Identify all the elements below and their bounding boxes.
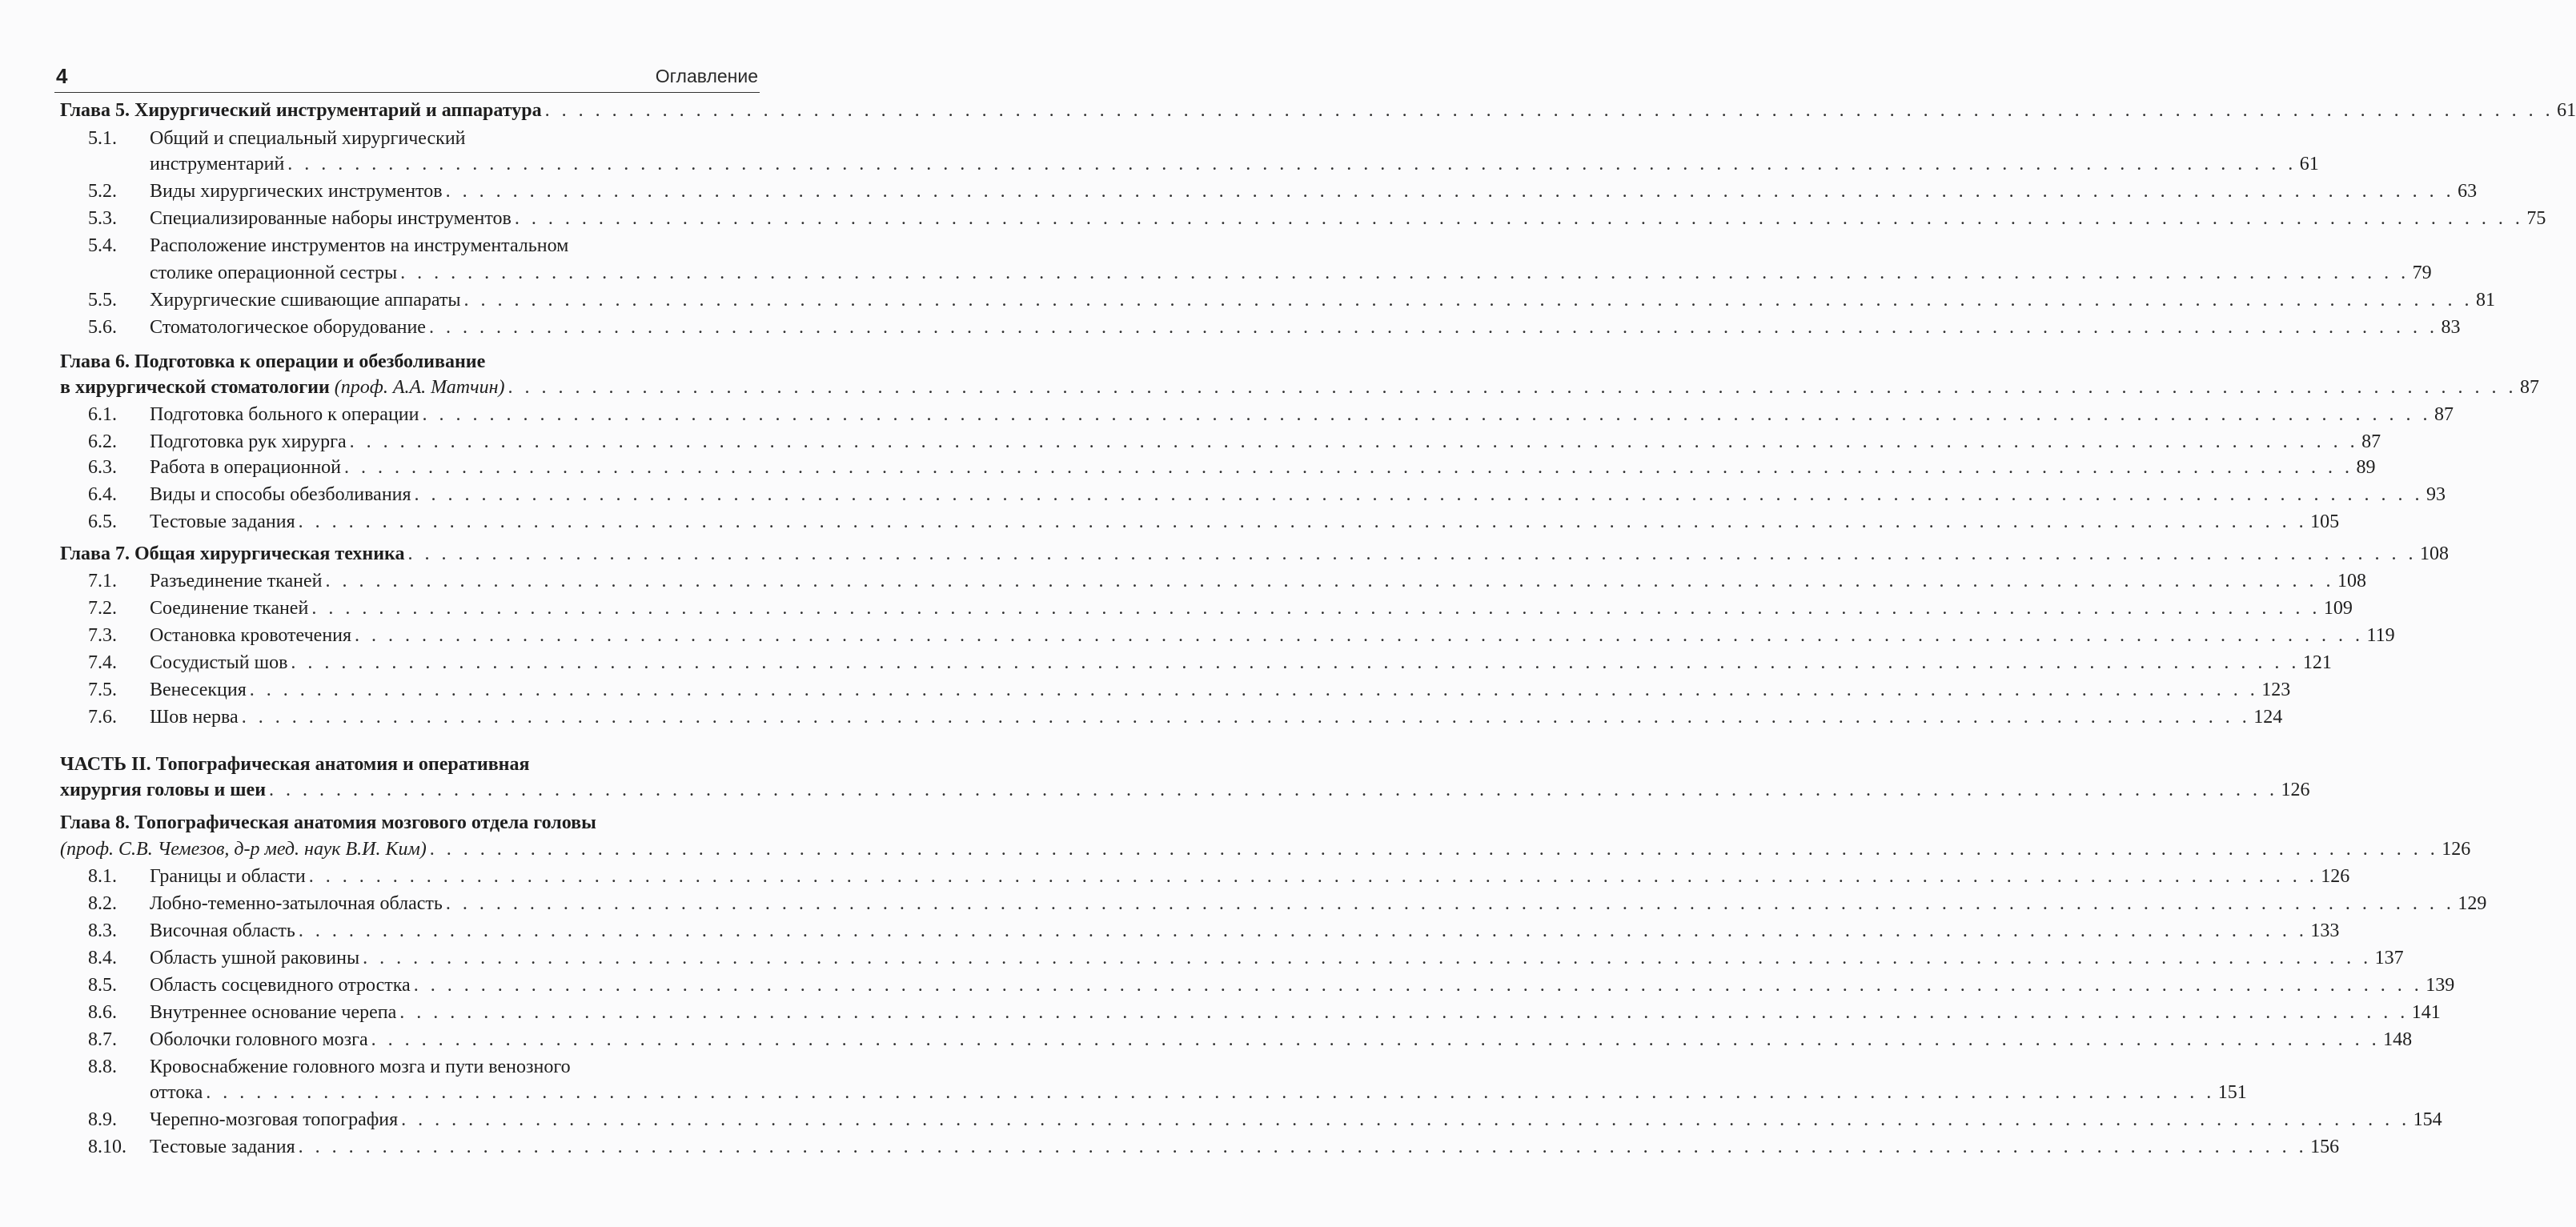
toc-entry: [60, 1055, 759, 1079]
toc-entry-number: 6.1.: [88, 404, 117, 425]
dot-leader: . . . . . . . . . . . . . . . . . . . . . . . . . . . . . . . . . . . . . . . . . . . . . . . . . . . . . . . . . . . . . . . . . . . . . . . . . . . . . . . . . . . . . . . . . . . . . . . . . . . . . . . . . . . . . . . . . . . . . . . .: [298, 1137, 2308, 1157]
dot-leader: . . . . . . . . . . . . . . . . . . . . . . . . . . . . . . . . . . . . . . . . . . . . . . . . . . . . . . . . . . . . . . . . . . . . . . . . . . . . . . . . . . . . . . . . . . . . . . . . . . . . . . . . . . . . . . . . . . . . . . . .: [287, 154, 2297, 174]
toc-entry-title: оттока: [150, 1082, 203, 1103]
toc-entry: [60, 403, 2454, 427]
toc-entry: [60, 1108, 2442, 1132]
dot-leader: . . . . . . . . . . . . . . . . . . . . . . . . . . . . . . . . . . . . . . . . . . . . . . . . . . . . . . . . . . . . . . . . . . . . . . . . . . . . . . . . . . . . . . . . . . . . . . . . . . . . . . . . . . . . . . . . . . . . . . . .: [298, 920, 2308, 941]
toc-entry-title: Лобно-теменно-затылочная область: [150, 893, 443, 914]
dot-leader: . . . . . . . . . . . . . . . . . . . . . . . . . . . . . . . . . . . . . . . . . . . . . . . . . . . . . . . . . . . . . . . . . . . . . . . . . . . . . . . . . . . . . . . . . . . . . . . . . . . . . . . . . . . . . . . . . . . . . . . .: [508, 377, 2517, 398]
dot-leader: . . . . . . . . . . . . . . . . . . . . . . . . . . . . . . . . . . . . . . . . . . . . . . . . . . . . . . . . . . . . . . . . . . . . . . . . . . . . . . . . . . . . . . . . . . . . . . . . . . . . . . . . . . . . . . . . . . . . . . . .: [291, 652, 2300, 673]
toc-page-number: 137: [2374, 948, 2404, 968]
page-number: 4: [56, 64, 68, 88]
toc-page-number: 141: [2411, 1002, 2441, 1023]
toc-entry-title: Виды хирургических инструментов: [150, 181, 443, 202]
toc-entry: [60, 919, 2340, 943]
toc-entry-number: 8.2.: [88, 893, 117, 914]
toc-entry-title: в хирургической стоматологии (проф. А.А. Матчин): [60, 377, 505, 398]
toc-entry-title: Остановка кровотечения: [150, 625, 352, 646]
dot-leader: . . . . . . . . . . . . . . . . . . . . . . . . . . . . . . . . . . . . . . . . . . . . . . . . . . . . . . . . . . . . . . . . . . . . . . . . . . . . . . . . . . . . . . . . . . . . . . . . . . . . . . . . . . . . . . . . . . . . . . . .: [429, 839, 2439, 860]
toc-entry-number: 8.4.: [88, 948, 117, 968]
toc-entry-number: 7.2.: [88, 598, 117, 619]
toc-page-number: 126: [2281, 780, 2310, 800]
toc-page-number: 126: [2321, 866, 2350, 887]
toc-entry-title: Венесекция: [150, 680, 247, 700]
toc-entry-title: Височная область: [150, 920, 295, 941]
toc-entry-number: 5.6.: [88, 317, 117, 338]
toc-entry-title: Внутреннее основание черепа: [150, 1002, 397, 1023]
dot-leader: . . . . . . . . . . . . . . . . . . . . . . . . . . . . . . . . . . . . . . . . . . . . . . . . . . . . . . . . . . . . . . . . . . . . . . . . . . . . . . . . . . . . . . . . . . . . . . . . . . . . . . . . . . . . . . . . . . . . . . . .: [414, 484, 2424, 505]
toc-entry-title: Оболочки головного мозга: [150, 1029, 368, 1050]
toc-entry-title: Сосудистый шов: [150, 652, 288, 673]
dot-leader: . . . . . . . . . . . . . . . . . . . . . . . . . . . . . . . . . . . . . . . . . . . . . . . . . . . . . . . . . . . . . . . . . . . . . . . . . . . . . . . . . . . . . . . . . . . . . . . . . . . . . . . . . . . . . . . . . . . . . . . .: [355, 625, 2364, 646]
toc-entry: [60, 596, 2353, 620]
toc-entry: [60, 1028, 2413, 1052]
toc-page-number: 151: [2217, 1082, 2247, 1103]
toc-entry: [60, 179, 2478, 203]
toc-entry-number: 8.5.: [88, 975, 117, 996]
toc-page-number: 126: [2442, 839, 2471, 860]
toc-entry: [60, 892, 2487, 916]
toc-entry-number: 5.3.: [88, 208, 117, 229]
toc-page-number: 105: [2310, 511, 2340, 532]
dot-leader: . . . . . . . . . . . . . . . . . . . . . . . . . . . . . . . . . . . . . . . . . . . . . . . . . . . . . . . . . . . . . . . . . . . . . . . . . . . . . . . . . . . . . . . . . . . . . . . . . . . . . . . . . . . . . . . . . . . . . . . .: [363, 948, 2372, 968]
toc-entry: [60, 315, 2461, 339]
toc-entry: [60, 261, 2432, 285]
toc-entry-number: 8.1.: [88, 866, 117, 887]
toc-page-number: 129: [2458, 893, 2487, 914]
toc-chapter-line: [60, 350, 759, 374]
dot-leader: . . . . . . . . . . . . . . . . . . . . . . . . . . . . . . . . . . . . . . . . . . . . . . . . . . . . . . . . . . . . . . . . . . . . . . . . . . . . . . . . . . . . . . . . . . . . . . . . . . . . . . . . . . . . . . . . . . . . . . . .: [413, 975, 2423, 996]
toc-entry-title: хирургия головы и шеи: [60, 780, 267, 800]
toc-entry: [60, 1000, 2441, 1025]
toc-page-number: 123: [2261, 680, 2291, 700]
toc-entry: [60, 569, 2366, 593]
toc-entry: [60, 455, 2376, 479]
toc-entry-title: Глава 6. Подготовка к операции и обезболивание: [60, 351, 486, 372]
toc-chapter-line: [60, 752, 759, 776]
toc-entry-number: 7.5.: [88, 680, 117, 700]
toc-entry-title: Соединение тканей: [150, 598, 309, 619]
toc-entry-title: [60, 837, 427, 861]
toc-entry: [60, 152, 2319, 176]
toc-entry-number: 6.4.: [88, 484, 117, 505]
toc-chapter-line: [60, 542, 2449, 566]
toc-entry: [60, 234, 759, 258]
running-header-title: Оглавление: [655, 66, 758, 86]
toc-chapter-line: [60, 837, 2471, 861]
toc-page-number: 108: [2420, 543, 2449, 564]
toc-entry-number: 8.3.: [88, 920, 117, 941]
toc-entry-number: 7.3.: [88, 625, 117, 646]
dot-leader: . . . . . . . . . . . . . . . . . . . . . . . . . . . . . . . . . . . . . . . . . . . . . . . . . . . . . . . . . . . . . . . . . . . . . . . . . . . . . . . . . . . . . . . . . . . . . . . . . . . . . . . . . . . . . . . . . . . . . . . .: [445, 181, 2455, 202]
toc-page-number: 154: [2413, 1109, 2442, 1130]
toc-entry: [60, 483, 2446, 507]
toc-entry-title: инструментарий: [150, 154, 285, 174]
toc-entry-title: Расположение инструментов на инструментальном: [150, 235, 569, 256]
toc-entry-title: Подготовка больного к операции: [150, 404, 419, 425]
toc-page-number: 109: [2323, 598, 2353, 619]
toc-entry-number: 8.7.: [88, 1029, 117, 1050]
toc-entry-number: 5.2.: [88, 181, 117, 202]
toc-page-number: 61: [2557, 100, 2576, 121]
toc-entry-title: Глава 7. Общая хирургическая техника: [60, 543, 405, 564]
toc-page-number: 63: [2458, 181, 2478, 202]
dot-leader: . . . . . . . . . . . . . . . . . . . . . . . . . . . . . . . . . . . . . . . . . . . . . . . . . . . . . . . . . . . . . . . . . . . . . . . . . . . . . . . . . . . . . . . . . . . . . . . . . . . . . . . . . . . . . . . . . . . . . . . .: [325, 571, 2334, 591]
toc-entry: [60, 126, 759, 150]
toc-page-number: 139: [2426, 975, 2455, 996]
toc-entry-title: Виды и способы обезболивания: [150, 484, 411, 505]
toc-entry-number: 6.3.: [88, 457, 117, 478]
toc-entry-number: 7.6.: [88, 707, 117, 728]
toc-page-number: 121: [2302, 652, 2332, 673]
toc-page-number: 93: [2426, 484, 2446, 505]
toc-entry: [60, 864, 2350, 888]
toc-entry: [60, 624, 2395, 648]
dot-leader: . . . . . . . . . . . . . . . . . . . . . . . . . . . . . . . . . . . . . . . . . . . . . . . . . . . . . . . . . . . . . . . . . . . . . . . . . . . . . . . . . . . . . . . . . . . . . . . . . . . . . . . . . . . . . . . . . . . . . . . .: [308, 866, 2318, 887]
dot-leader: . . . . . . . . . . . . . . . . . . . . . . . . . . . . . . . . . . . . . . . . . . . . . . . . . . . . . . . . . . . . . . . . . . . . . . . . . . . . . . . . . . . . . . . . . . . . . . . . . . . . . . . . . . . . . . . . . . . . . . . .: [422, 404, 2431, 425]
dot-leader: . . . . . . . . . . . . . . . . . . . . . . . . . . . . . . . . . . . . . . . . . . . . . . . . . . . . . . . . . . . . . . . . . . . . . . . . . . . . . . . . . . . . . . . . . . . . . . . . . . . . . . . . . . . . . . . . . . . . . . . .: [241, 707, 2251, 728]
toc-entry-title: Глава 8. Топографическая анатомия мозгового отдела головы: [60, 812, 596, 833]
toc-entry-title: Область ушной раковины: [150, 948, 360, 968]
toc-entry: [60, 705, 2283, 729]
toc-chapter-line: [60, 98, 2576, 122]
dot-leader: . . . . . . . . . . . . . . . . . . . . . . . . . . . . . . . . . . . . . . . . . . . . . . . . . . . . . . . . . . . . . . . . . . . . . . . . . . . . . . . . . . . . . . . . . . . . . . . . . . . . . . . . . . . . . . . . . . . . . . . .: [428, 317, 2438, 338]
toc-entry: [60, 430, 2381, 454]
toc-entry-authors: (проф. С.В. Чемезов, д-р мед. наук В.И. Ким): [60, 839, 427, 860]
toc-entry-number: 8.9.: [88, 1109, 117, 1130]
toc-chapter-line: [60, 811, 759, 835]
toc-entry-number: 7.1.: [88, 571, 117, 591]
dot-leader: . . . . . . . . . . . . . . . . . . . . . . . . . . . . . . . . . . . . . . . . . . . . . . . . . . . . . . . . . . . . . . . . . . . . . . . . . . . . . . . . . . . . . . . . . . . . . . . . . . . . . . . . . . . . . . . . . . . . . . . .: [407, 543, 2417, 564]
toc-page-number: 81: [2476, 290, 2496, 311]
toc-entry-number: 5.1.: [88, 128, 117, 149]
toc-entry-title: Глава 5. Хирургический инструментарий и аппаратура: [60, 100, 542, 121]
toc-entry: [60, 651, 2332, 675]
dot-leader: . . . . . . . . . . . . . . . . . . . . . . . . . . . . . . . . . . . . . . . . . . . . . . . . . . . . . . . . . . . . . . . . . . . . . . . . . . . . . . . . . . . . . . . . . . . . . . . . . . . . . . . . . . . . . . . . . . . . . . . .: [399, 1002, 2409, 1023]
toc-entry-number: 8.10.: [88, 1137, 126, 1157]
dot-leader: . . . . . . . . . . . . . . . . . . . . . . . . . . . . . . . . . . . . . . . . . . . . . . . . . . . . . . . . . . . . . . . . . . . . . . . . . . . . . . . . . . . . . . . . . . . . . . . . . . . . . . . . . . . . . . . . . . . . . . . .: [445, 893, 2455, 914]
dot-leader: . . . . . . . . . . . . . . . . . . . . . . . . . . . . . . . . . . . . . . . . . . . . . . . . . . . . . . . . . . . . . . . . . . . . . . . . . . . . . . . . . . . . . . . . . . . . . . . . . . . . . . . . . . . . . . . . . . . . . . . .: [269, 780, 2278, 800]
toc-entry-number: 7.4.: [88, 652, 117, 673]
toc-page-number: 87: [2519, 377, 2539, 398]
dot-leader: . . . . . . . . . . . . . . . . . . . . . . . . . . . . . . . . . . . . . . . . . . . . . . . . . . . . . . . . . . . . . . . . . . . . . . . . . . . . . . . . . . . . . . . . . . . . . . . . . . . . . . . . . . . . . . . . . . . . . . . .: [298, 511, 2308, 532]
toc-entry-title: столике операционной сестры: [150, 263, 398, 283]
dot-leader: . . . . . . . . . . . . . . . . . . . . . . . . . . . . . . . . . . . . . . . . . . . . . . . . . . . . . . . . . . . . . . . . . . . . . . . . . . . . . . . . . . . . . . . . . . . . . . . . . . . . . . . . . . . . . . . . . . . . . . . .: [344, 457, 2353, 478]
toc-entry-title: Подготовка рук хирурга: [150, 431, 347, 452]
toc-entry-title: Границы и области: [150, 866, 306, 887]
dot-leader: . . . . . . . . . . . . . . . . . . . . . . . . . . . . . . . . . . . . . . . . . . . . . . . . . . . . . . . . . . . . . . . . . . . . . . . . . . . . . . . . . . . . . . . . . . . . . . . . . . . . . . . . . . . . . . . . . . . . . . . .: [371, 1029, 2381, 1050]
toc-entry-number: 6.5.: [88, 511, 117, 532]
dot-leader: . . . . . . . . . . . . . . . . . . . . . . . . . . . . . . . . . . . . . . . . . . . . . . . . . . . . . . . . . . . . . . . . . . . . . . . . . . . . . . . . . . . . . . . . . . . . . . . . . . . . . . . . . . . . . . . . . . . . . . . .: [463, 290, 2474, 311]
toc-page-number: 124: [2253, 707, 2283, 728]
toc-chapter-line: [60, 375, 2539, 399]
toc-entry-authors: (проф. А.А. Матчин): [334, 377, 505, 398]
dot-leader: . . . . . . . . . . . . . . . . . . . . . . . . . . . . . . . . . . . . . . . . . . . . . . . . . . . . . . . . . . . . . . . . . . . . . . . . . . . . . . . . . . . . . . . . . . . . . . . . . . . . . . . . . . . . . . . . . . . . . . . .: [311, 598, 2321, 619]
toc-entry-title: Специализированные наборы инструментов: [150, 208, 512, 229]
dot-leader: . . . . . . . . . . . . . . . . . . . . . . . . . . . . . . . . . . . . . . . . . . . . . . . . . . . . . . . . . . . . . . . . . . . . . . . . . . . . . . . . . . . . . . . . . . . . . . . . . . . . . . . . . . . . . . . . . . . . . . . .: [349, 431, 2359, 452]
toc-page-number: 156: [2310, 1137, 2340, 1157]
dot-leader: . . . . . . . . . . . . . . . . . . . . . . . . . . . . . . . . . . . . . . . . . . . . . . . . . . . . . . . . . . . . . . . . . . . . . . . . . . . . . . . . . . . . . . . . . . . . . . . . . . . . . . . . . . . . . . . . . . . . . . . .: [544, 100, 2554, 121]
dot-leader: . . . . . . . . . . . . . . . . . . . . . . . . . . . . . . . . . . . . . . . . . . . . . . . . . . . . . . . . . . . . . . . . . . . . . . . . . . . . . . . . . . . . . . . . . . . . . . . . . . . . . . . . . . . . . . . . . . . . . . . .: [249, 680, 2259, 700]
dot-leader: . . . . . . . . . . . . . . . . . . . . . . . . . . . . . . . . . . . . . . . . . . . . . . . . . . . . . . . . . . . . . . . . . . . . . . . . . . . . . . . . . . . . . . . . . . . . . . . . . . . . . . . . . . . . . . . . . . . . . . . .: [206, 1082, 2215, 1103]
toc-entry-title: Кровоснабжение головного мозга и пути венозного: [150, 1057, 571, 1077]
toc-page-number: 108: [2337, 571, 2366, 591]
toc-page-number: 87: [2434, 404, 2454, 425]
toc-entry: [60, 1135, 2340, 1159]
toc-page-number: 148: [2383, 1029, 2413, 1050]
toc-entry-title: Область сосцевидного отростка: [150, 975, 411, 996]
toc-entry-title: Тестовые задания: [150, 1137, 295, 1157]
toc-entry: [60, 678, 2291, 702]
toc-page-number: 89: [2356, 457, 2376, 478]
toc-page-number: 75: [2526, 208, 2546, 229]
toc-entry-title: Работа в операционной: [150, 457, 342, 478]
toc-entry-title: Шов нерва: [150, 707, 239, 728]
toc-entry-title: Общий и специальный хирургический: [150, 128, 466, 149]
dot-leader: . . . . . . . . . . . . . . . . . . . . . . . . . . . . . . . . . . . . . . . . . . . . . . . . . . . . . . . . . . . . . . . . . . . . . . . . . . . . . . . . . . . . . . . . . . . . . . . . . . . . . . . . . . . . . . . . . . . . . . . .: [401, 1109, 2410, 1130]
toc-entry: [60, 510, 2340, 534]
toc-entry-title: Тестовые задания: [150, 511, 295, 532]
toc-entry-number: 8.6.: [88, 1002, 117, 1023]
toc-entry-number: 6.2.: [88, 431, 117, 452]
toc-chapter-line: [60, 778, 2310, 802]
toc-entry-title: Черепно-мозговая топография: [150, 1109, 399, 1130]
toc-page-number: 119: [2366, 625, 2395, 646]
toc-entry-title: Разъединение тканей: [150, 571, 323, 591]
toc-entry: [60, 1081, 2247, 1105]
toc-entry: [60, 207, 2546, 231]
toc-page-number: 79: [2412, 263, 2432, 283]
toc-page-number: 133: [2310, 920, 2340, 941]
toc-entry-number: 5.5.: [88, 290, 117, 311]
toc-entry-number: 8.8.: [88, 1057, 117, 1077]
dot-leader: . . . . . . . . . . . . . . . . . . . . . . . . . . . . . . . . . . . . . . . . . . . . . . . . . . . . . . . . . . . . . . . . . . . . . . . . . . . . . . . . . . . . . . . . . . . . . . . . . . . . . . . . . . . . . . . . . . . . . . . .: [400, 263, 2409, 283]
toc-entry-title: Стоматологическое оборудование: [150, 317, 426, 338]
toc-entry: [60, 973, 2455, 997]
toc-entry: [60, 946, 2404, 970]
toc-entry-number: 5.4.: [88, 235, 117, 256]
toc-entry: [60, 288, 2496, 312]
toc-entry-title: ЧАСТЬ II. Топографическая анатомия и оперативная: [60, 754, 530, 775]
toc-page-number: 87: [2361, 431, 2381, 452]
toc-page-number: 83: [2441, 317, 2461, 338]
toc-page-number: 61: [2299, 154, 2319, 174]
toc-entry-title: Хирургические сшивающие аппараты: [150, 290, 461, 311]
dot-leader: . . . . . . . . . . . . . . . . . . . . . . . . . . . . . . . . . . . . . . . . . . . . . . . . . . . . . . . . . . . . . . . . . . . . . . . . . . . . . . . . . . . . . . . . . . . . . . . . . . . . . . . . . . . . . . . . . . . . . . . .: [514, 208, 2524, 229]
